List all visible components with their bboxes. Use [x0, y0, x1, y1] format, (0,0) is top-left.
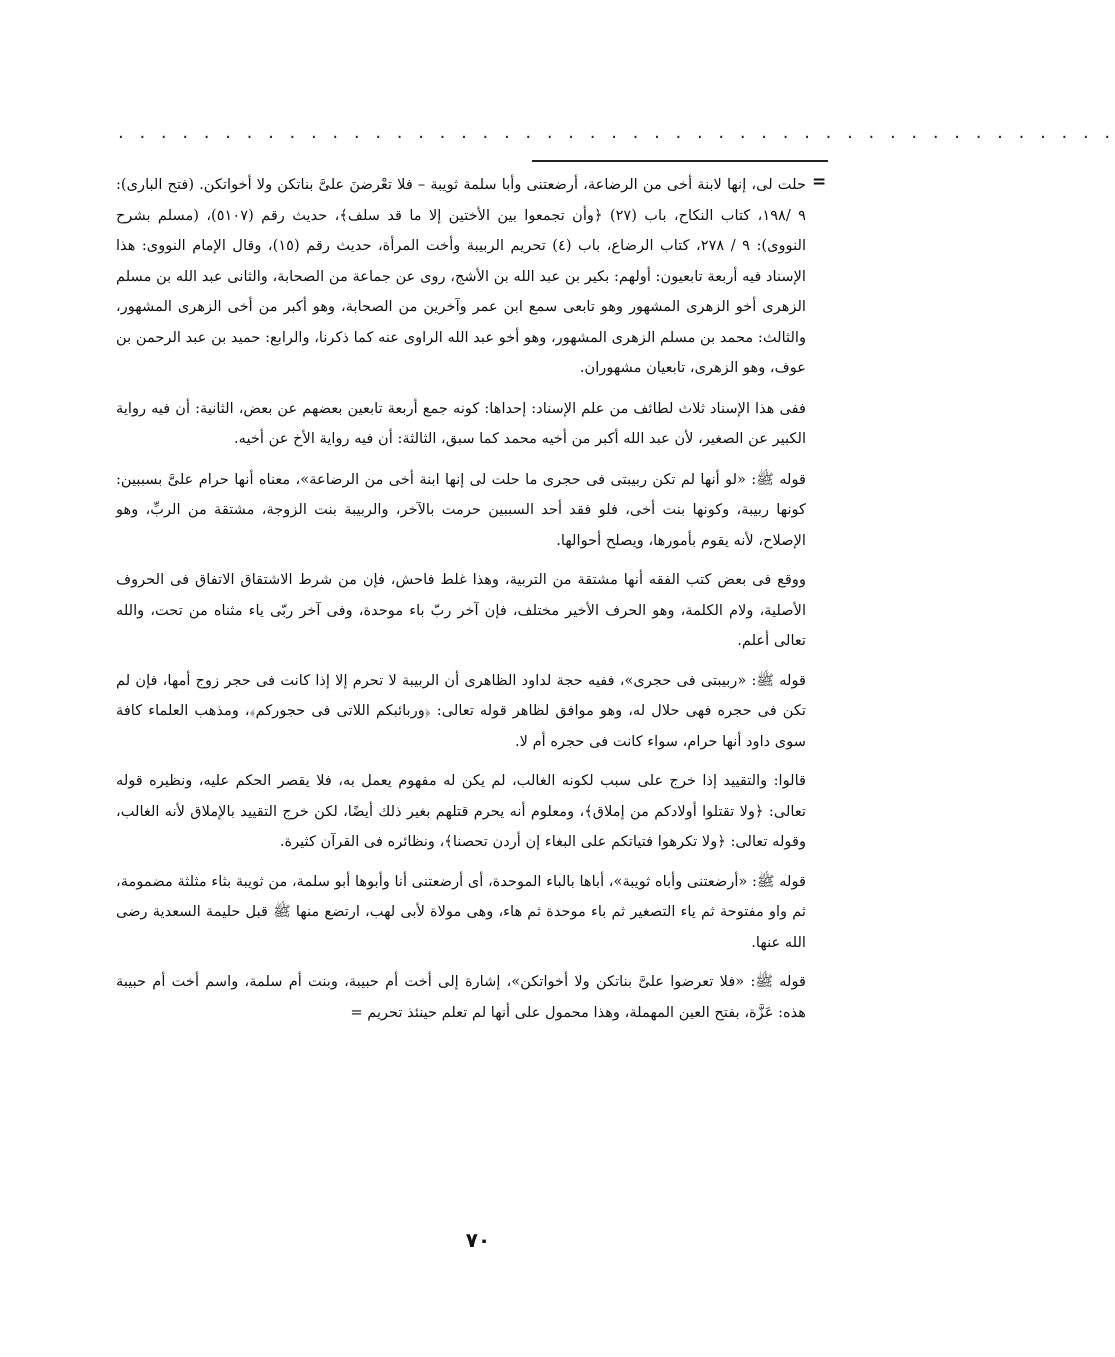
footnote-paragraph: ففى هذا الإسناد ثلاث لطائف من علم الإسناد: إحداها: كونه جمع أربعة تابعين بعضهم عن بعض، الثانية: أن فيه رواية الكبير عن الصغير، لأن عبد الله أكبر من أخيه محمد كما سبق، الثالثة: أن فيه رواية الأخ عن أخيه. — [116, 399, 806, 447]
body-paragraph: قالوا: والتقييد إذا خرج على سبب لكونه الغالب، لم يكن له مفهوم يعمل به، فلا يقصر الحكم عليه، ونظيره قوله تعالى: ﴿ولا تقتلوا أولادكم من إملاق﴾، ومعلوم أنه يحرم قتلهم بغير ذلك أيضًا، لكن خرج التقييد بالإملاق لأنه الغالب، وقوله تعالى: ﴿ولا تكرهوا فتياتكم على البغاء إن أردن تحصنا﴾، ونظائره فى القرآن كثيرة. — [116, 772, 806, 850]
dotted-separator: . . . . . . . . . . . . . . . . . . . . . . . . . . . . . . . . . . . . . . . . . . . . . . . — [118, 122, 1115, 143]
footnote-rule — [532, 160, 828, 162]
body-paragraph: ووقع فى بعض كتب الفقه أنها مشتقة من التربية، وهذا غلط فاحش، فإن من شرط الاشتقاق الاتفاق فى الحروف الأصلية، ولام الكلمة، وهو الحرف الأخير مختلف، فإن آخر ربّ باء موحدة، وفى آخر ربّى ياء مثناه من تحت، والله تعالى أعلم. — [116, 571, 807, 649]
body-paragraph: قوله ﷺ: «فلا تعرضوا علىَّ بناتكن ولا أخواتكن»، إشارة إلى أخت أم حبيبة، وبنت أم سلمة، واسم أخت أم حبيبة هذه: عَزَّة، بفتح العين المهملة، وهذا محمول على أنها لم تعلم حينئذ تحريم = — [116, 973, 806, 1021]
page-text — [116, 170, 806, 1037]
body-paragraph: قوله ﷺ: «أرضعتنى وأباه ثويبة»، أباها بالباء الموحدة، أى أرضعتنى أنا وأبوها أبو سلمة، من ثويبة بثاء مثلثة مضمومة، ثم واو مفتوحة ثم ياء التصغير ثم باء موحدة ثم هاء، وهى مولاة لأبى لهب، ارتضع منها ﷺ قبل حليمة السعدية رضى الله عنها. — [116, 872, 806, 951]
page-number: ٧٠ — [465, 1228, 491, 1252]
body-paragraph: قوله ﷺ: «ربيبتى فى حجرى»، ففيه حجة لداود الظاهرى أن الربيبة لا تحرم إلا إذا كانت فى حجر زوج أمها، فإن لم تكن فى حجره فهى حلال له، وهو موافق لظاهر قوله تعالى: ﴿وربائبكم اللاتى فى حجوركم﴾، ومذهب العلماء كافة سوى داود أنها حرام، سواء كانت فى حجره أم لا. — [116, 671, 806, 750]
footnote-continuation-mark: = — [812, 172, 827, 192]
footnote-paragraph: حلت لى، إنها لابنة أخى من الرضاعة، أرضعتنى وأبا سلمة ثويبة – فلا تعْرضنَ علىَّ بناتكن ولا أخواتكن. (فتح البارى): ٩ /١٩٨، كتاب النكاح، باب (٢٧) ﴿وأن تجمعوا بين الأختين إلا ما قد سلف﴾، حديث رقم (٥١٠٧)، (مسلم بشرح النووى): ٩ / ٢٧٨، كتاب الرضاع، باب (٤) تحريم الربيبة وأخت المرأة، حديث رقم (١٥)، وقال الإمام النووى: هذا الإسناد فيه أربعة تابعيون: أولهم: بكير بن عبد الله بن الأشج، روى عن جماعة من الصحابة، والثانى عبد الله بن مسلم الزهرى أخو الزهرى المشهور وهو تابعى سمع ابن عمر وآخرين من الصحابة، وهو أكبر من أخى الزهرى المشهور، والثالث: محمد بن مسلم الزهرى المشهور، وهو أخو عبد الله الراوى عنه كما ذكرنا، والرابع: حميد بن عبد الرحمن بن عوف، وهو الزهرى، تابعيان مشهوران. — [116, 176, 807, 376]
body-paragraph: قوله ﷺ: «لو أنها لم تكن ربيبتى فى حجرى ما حلت لى إنها ابنة أخى من الرضاعة»، معناه أنها حرام علىَّ بسببين: كونها ربيبة، وكونها بنت أخى، فلو فقد أحد السببين حرمت بالآخر، والربيبة بنت الزوجة، مشتقة من الربِّ، وهو الإصلاح، لأنه يقوم بأمورها، ويصلح أحوالها. — [116, 470, 806, 549]
